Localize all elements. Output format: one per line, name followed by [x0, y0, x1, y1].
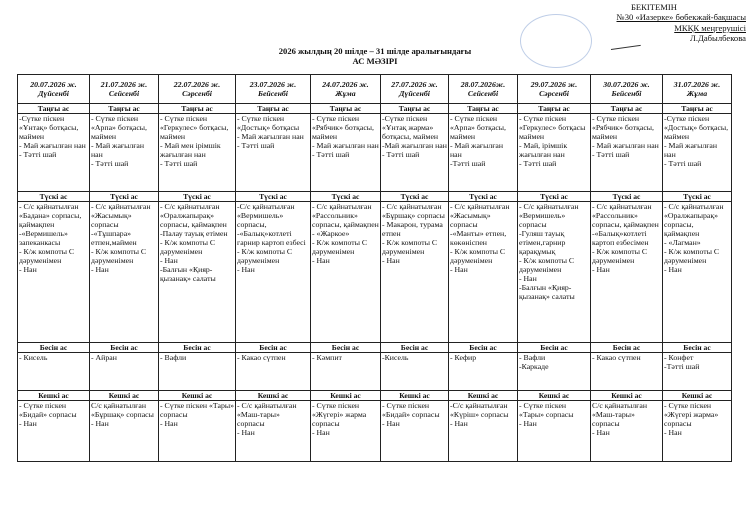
meal-label: Түскі ас	[449, 192, 518, 202]
title-menu: АС МӘЗІРІ	[352, 56, 398, 66]
menu-cell	[236, 202, 311, 343]
menu-items-text: -Сүтке піскен «Ұнтақ жарма» ботқасы, маймен -Май жағылған нан - Тәтті шай	[382, 114, 447, 159]
menu-cell	[311, 114, 381, 192]
day-date: 30.07.2026 ж.	[603, 80, 650, 89]
menu-items-text: - С/с қайнатылған «Бадана» сорпасы, қаймақпен -«Вермишель» запеканкасы - К/ж компоты С дәруменімен - Нан	[19, 202, 82, 274]
meal-label: Таңғы ас	[591, 104, 663, 114]
day-header	[449, 75, 518, 104]
menu-items-text: - Конфет -Тәтті шай	[664, 353, 700, 371]
approval-position: МКҚК меңгерушісі	[674, 22, 746, 33]
menu-items-text: - С/с қайнатылған «Вермишель» сорпасы -Гуляш тауық етімен,гарнир қарақұмық - К/ж компоты С дәруменімен - Нан -Балғын «Қияр-қызанақ» салаты	[519, 202, 579, 301]
meal-label: Түскі ас	[236, 192, 311, 202]
meal-header-row	[18, 104, 732, 114]
menu-cell	[449, 114, 518, 192]
meal-label: Кешкі ас	[159, 391, 236, 401]
day-header	[236, 75, 311, 104]
day-date: 28.07.2026ж.	[460, 80, 506, 89]
menu-items-text: - С/с қайнатылған «Рассольник» сорпасы, қаймақпен - «Жаркое» - К/ж компоты С дәруменімен - Нан	[312, 202, 379, 265]
meal-label: Таңғы ас	[449, 104, 518, 114]
menu-items-text: - С/с қайнатылған «Жасымық» сорпасы -«Манты» етпен, көкөніспен - К/ж компоты С дәруменімен - Нан	[450, 202, 510, 274]
day-weekday: Бейсенбі	[258, 89, 288, 98]
menu-items-text: - С/с қайнатылған «Бұршақ» сорпасы - Макарон, турама етпен - К/ж компоты С дәруменімен - Нан	[382, 202, 445, 265]
menu-items-text: - Сүтке піскен «Рябчик» ботқасы, маймен - Май жағылған нан - Тәтті шай	[312, 114, 379, 159]
menu-cell	[90, 202, 159, 343]
menu-items-text: - Кисель	[19, 353, 48, 362]
meal-items-row	[18, 202, 732, 343]
meal-items-row	[18, 401, 732, 462]
day-weekday: Дүйсенбі	[399, 89, 430, 98]
approval-heading: БЕКІТЕМІН	[631, 2, 677, 12]
menu-cell	[518, 202, 591, 343]
approval-institution: №30 «Иазерке» бөбекжай-бақшасы	[616, 12, 746, 23]
menu-cell	[311, 401, 381, 462]
menu-cell	[518, 353, 591, 391]
menu-cell	[159, 353, 236, 391]
day-header	[311, 75, 381, 104]
menu-cell	[311, 353, 381, 391]
menu-items-text: - Сүтке піскен «Жүгері» жарма сорпасы - Нан	[312, 401, 367, 437]
meal-label: Кешкі ас	[663, 391, 732, 401]
menu-cell	[18, 114, 90, 192]
menu-cell	[159, 401, 236, 462]
meal-label: Түскі ас	[90, 192, 159, 202]
day-weekday: Сәрсенбі	[182, 89, 212, 98]
menu-items-text: - Кәмпит	[312, 353, 342, 362]
menu-items-text: - Кефир	[450, 353, 477, 362]
meal-label: Түскі ас	[663, 192, 732, 202]
meal-label: Бесін ас	[18, 343, 90, 353]
menu-cell	[381, 202, 449, 343]
menu-items-text: - С/с қайнатылған «Рассольник» сорпасы, қаймақпен -«Балық»котлеті картоп езбесімен - К/ж компоты С дәруменімен - Нан	[592, 202, 659, 274]
day-date: 29.07.2026 ж.	[530, 80, 578, 89]
menu-items-text: С/с қайнатылған «Бұршақ» сорпасы - Нан	[91, 401, 154, 428]
menu-cell	[663, 401, 732, 462]
menu-cell	[18, 401, 90, 462]
menu-items-text: - Сүтке піскен «Тары» сорпасы - Нан	[519, 401, 574, 428]
meal-label: Бесін ас	[381, 343, 449, 353]
meal-label: Таңғы ас	[236, 104, 311, 114]
menu-cell	[591, 202, 663, 343]
day-date: 27.07.2026 ж.	[391, 80, 438, 89]
meal-label: Кешкі ас	[381, 391, 449, 401]
meal-label: Бесін ас	[518, 343, 591, 353]
menu-items-text: - Сүтке піскен «Рябчик» ботқасы, маймен - Май жағылған нан - Тәтті шай	[592, 114, 659, 159]
menu-cell	[236, 114, 311, 192]
day-header	[381, 75, 449, 104]
menu-items-text: - Айран	[91, 353, 117, 362]
day-date: 31.07.2026 ж.	[673, 80, 721, 89]
menu-cell	[381, 353, 449, 391]
meal-items-row	[18, 114, 732, 192]
meal-label: Таңғы ас	[311, 104, 381, 114]
menu-cell	[663, 114, 732, 192]
menu-table	[17, 74, 732, 462]
meal-label: Кешкі ас	[18, 391, 90, 401]
menu-cell	[90, 114, 159, 192]
meal-label: Түскі ас	[591, 192, 663, 202]
meal-label: Таңғы ас	[381, 104, 449, 114]
menu-items-text: - Сүтке піскен «Геркулес» ботқасы маймен - Май, ірімшік жағылған нан - Тәтті шай	[519, 114, 586, 168]
menu-cell	[591, 114, 663, 192]
menu-cell	[449, 202, 518, 343]
menu-items-text: - Сүтке піскен «Геркулес» ботқасы, маймен - Май мен ірімшік жағылған нан - Тәтті шай	[160, 114, 229, 168]
menu-items-text: - С/с қайнатылған «Оралжапырақ» сорпасы, қаймақпен - «Лагман» - К/ж компоты С дәруменімен - Нан	[664, 202, 724, 274]
day-weekday: Жұма	[686, 89, 708, 98]
menu-items-text: - Сүтке піскен «Тары» сорпасы - Нан	[160, 401, 234, 428]
header-row	[18, 75, 732, 104]
menu-items-text: -Сүтке піскен «Достық» ботқасы, маймен - Май жағылған нан - Тәтті шай	[664, 114, 729, 168]
meal-label: Бесін ас	[90, 343, 159, 353]
meal-label: Таңғы ас	[663, 104, 732, 114]
day-weekday: Бейсенбі	[611, 89, 642, 98]
title-period: 2026 жылдың 20 шілде – 31 шілде аралығындағы	[278, 46, 472, 56]
meal-label: Бесін ас	[449, 343, 518, 353]
menu-items-text: - С/с қайнатылған «Маш-тары» сорпасы - Нан	[237, 401, 297, 437]
meal-label: Бесін ас	[663, 343, 732, 353]
menu-items-text: - Сүтке піскен «Арпа» ботқасы, маймен - Май жағылған нан - Тәтті шай	[91, 114, 147, 168]
meal-label: Таңғы ас	[90, 104, 159, 114]
menu-items-text: -Кисель	[382, 353, 409, 362]
meal-label: Кешкі ас	[90, 391, 159, 401]
day-header	[591, 75, 663, 104]
meal-label: Бесін ас	[591, 343, 663, 353]
menu-cell	[90, 401, 159, 462]
menu-items-text: - Вафли	[160, 353, 187, 362]
meal-label: Таңғы ас	[518, 104, 591, 114]
day-weekday: Дүйсенбі	[38, 89, 69, 98]
menu-cell	[449, 353, 518, 391]
menu-cell	[591, 353, 663, 391]
meal-label: Бесін ас	[236, 343, 311, 353]
day-weekday: Сәрсенбі	[539, 89, 569, 98]
meal-label: Кешкі ас	[449, 391, 518, 401]
menu-cell	[90, 353, 159, 391]
menu-cell	[236, 353, 311, 391]
meal-label: Түскі ас	[518, 192, 591, 202]
menu-items-text: - Сүтке піскен «Достық» ботқасы - Май жағылған нан - Тәтті шай	[237, 114, 304, 150]
menu-cell	[663, 202, 732, 343]
meal-label: Түскі ас	[381, 192, 449, 202]
menu-items-text: - Сүтке піскен «Бидай» сорпасы - Нан	[382, 401, 440, 428]
menu-items-text: - Сүтке піскен «Арпа» ботқасы, маймен - Май жағылған нан -Тәтті шай	[450, 114, 506, 168]
menu-cell	[449, 401, 518, 462]
day-date: 23.07.2026 ж.	[249, 80, 297, 89]
meal-label: Түскі ас	[311, 192, 381, 202]
day-header	[663, 75, 732, 104]
day-header	[159, 75, 236, 104]
menu-cell	[381, 401, 449, 462]
meal-items-row	[18, 353, 732, 391]
meal-label: Таңғы ас	[159, 104, 236, 114]
menu-cell	[236, 401, 311, 462]
day-date: 24.07.2026 ж.	[322, 80, 369, 89]
meal-label: Бесін ас	[311, 343, 381, 353]
menu-items-text: - Вафли -Каркаде	[519, 353, 549, 371]
menu-items-text: - С/с қайнатылған «Жасымық» сорпасы -«Тұшпара» етпен,маймен - К/ж компоты С дәруменімен - Нан	[91, 202, 151, 274]
menu-cell	[159, 114, 236, 192]
menu-items-text: - Сүтке піскен «Бидай» сорпасы - Нан	[19, 401, 77, 428]
day-date: 22.07.2026 ж.	[173, 80, 221, 89]
menu-cell	[518, 114, 591, 192]
menu-cell	[159, 202, 236, 343]
meal-label: Бесін ас	[159, 343, 236, 353]
document-title	[0, 46, 750, 66]
day-header	[18, 75, 90, 104]
menu-items-text: - Сүтке піскен «Жүгері жарма» сорпасы - Нан	[664, 401, 719, 437]
day-header	[90, 75, 159, 104]
meal-label: Кешкі ас	[591, 391, 663, 401]
menu-cell	[591, 401, 663, 462]
day-header	[518, 75, 591, 104]
menu-cell	[663, 353, 732, 391]
meal-header-row	[18, 391, 732, 401]
menu-items-text: - Какао сүтпен	[592, 353, 641, 362]
day-weekday: Сейсенбі	[108, 89, 140, 98]
approval-block	[528, 2, 746, 44]
day-weekday: Сейсенбі	[467, 89, 499, 98]
meal-label: Таңғы ас	[18, 104, 90, 114]
meal-label: Кешкі ас	[518, 391, 591, 401]
meal-header-row	[18, 192, 732, 202]
meal-label: Түскі ас	[159, 192, 236, 202]
menu-items-text: - С/с қайнатылған «Оралжапырақ» сорпасы, қаймақпен -Палау тауық етімен - К/ж компоты С дәруменімен - Нан -Балғын «Қияр-қызанақ» салаты	[160, 202, 228, 283]
day-date: 20.07.2026 ж.	[30, 80, 77, 89]
menu-items-text: -С/с қайнатылған «Вермишель» сорпасы, -«Балық»котлеті гарнир картоп езбесі - К/ж компоты С дәруменімен - Нан	[237, 202, 306, 274]
day-date: 21.07.2026 ж.	[100, 80, 148, 89]
menu-cell	[18, 202, 90, 343]
meal-label: Кешкі ас	[236, 391, 311, 401]
meal-label: Түскі ас	[18, 192, 90, 202]
menu-items-text: -Сүтке піскен «Ұнтақ» ботқасы, маймен - Май жағылған нан - Тәтті шай	[19, 114, 86, 159]
menu-cell	[518, 401, 591, 462]
menu-cell	[381, 114, 449, 192]
approval-name: Л.Дабылбекова	[690, 33, 746, 44]
day-weekday: Жұма	[335, 89, 356, 98]
meal-label: Кешкі ас	[311, 391, 381, 401]
menu-cell	[18, 353, 90, 391]
menu-cell	[311, 202, 381, 343]
menu-items-text: С/с қайнатылған «Маш-тары» сорпасы - Нан	[592, 401, 647, 437]
menu-items-text: -С/с қайнатылған «Күріш» сорпасы - Нан	[450, 401, 509, 428]
menu-items-text: - Какао сүтпен	[237, 353, 286, 362]
meal-header-row	[18, 343, 732, 353]
